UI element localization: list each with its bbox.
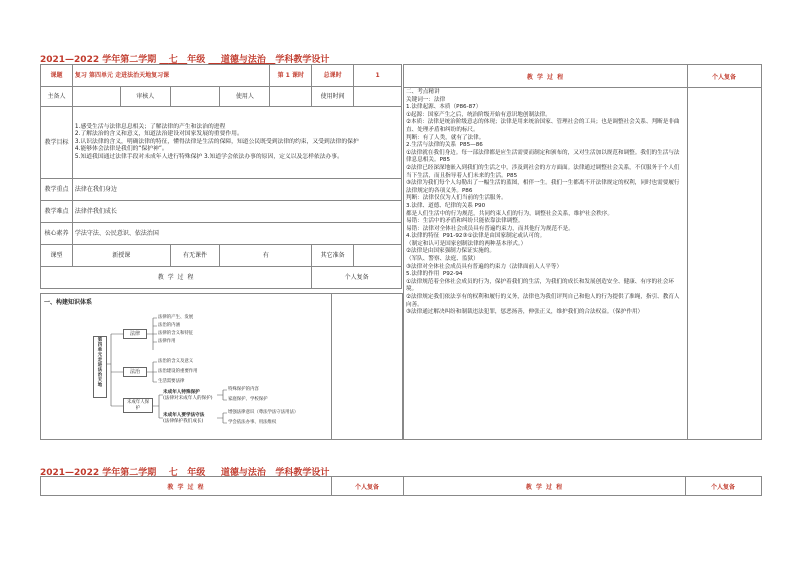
map-leaf: 家庭保护、学校保护 xyxy=(228,397,268,402)
courseware-value: 有 xyxy=(220,245,312,267)
header-subject: 道德与法治 xyxy=(220,55,266,65)
map-leaf: 增强法律意识（尊法学法守法用法） xyxy=(228,410,299,415)
exam-points-text: 二、考点精讲 关键词一：法律 1.法律起源、本质（P86-87） ①起源：国家产生之后，统治阶级开始有意识地创制法律。 ②本质：法律是统治阶级意志的体现；法律是用来统治国家、管理社会的工具；也是调整社会关系、判断是非曲直、处理矛盾和纠纷的标尺。 判断：有了人类，就有了法律。 2.生活与法律的关系 P85—86 ①法律就在我们身边。每一部法律都是应生活需要而制定和颁布的，又对生活加以规范和调整。我们的生活与法律息息相关。P85 ②法律已经深深地嵌入到我们的生活之中，涉及到社会的方方面面。法律通过调整社会关系，不仅服务于个人们当下生活，而且指导着人们未来的生活。P85 ③法律为我们每个人勾勒出了一幅生活的蓝图，相伴一生。我们一生都离不开法律规定的权利，同时也需要履行法律规定的各项义务。P86 判断：法律仅仅为人们当前的生活服务。 3.法律、道德、纪律的关系 P90 都是人们生活中的行为规范，共同约束人们的行为，调整社会关系，维护社会秩序。 易错：生活中的矛盾和纠纷只能依靠法律调整。 易错：法律对全体社会成员具有普遍约束力，而其他行为规范不是。 4.法律的特征 P91-92③①法律是由国家制定或认可的。 （制定和认可是国家创制法律的两种基本形式。） ②法律是由国家强制力保证实施的。 （军队、警察、法庭、监狱） ③法律对全体社会成员具有普遍的约束力（法律面前人人平等） 5.法律的作用 P92-94 ①法律规范着全体社会成员的行为，保护着我们的生活，为我们的成长和发展创造安全、健康、有序的社会环境。 ②法律规定我们依法享有的权利和履行的义务，法律也为我们评判自己和他人的行为提供了准绳，指引、教育人向善。 ③法律通过解决纠纷和制裁违法犯罪，惩恶扬善，伸张正义，维护我们的合法权益。（保护作用） xyxy=(406,89,680,316)
reviewer-label: 审核人 xyxy=(120,87,170,107)
core-value: 学法守法、公民意识、依法治国 xyxy=(72,223,401,245)
topic-label: 课题 xyxy=(41,65,73,87)
other-label: 其它准备 xyxy=(312,245,354,267)
goals-label: 教学目标 xyxy=(41,107,73,179)
topic-value: 复习 第四单元 走进法治天地复习课 xyxy=(72,65,269,87)
map-branch-special-protection: 未成年人特殊保护 (法律对未成年人的保护) xyxy=(163,390,213,401)
map-leaf: 法律作用 xyxy=(158,339,176,344)
period-value: 第 1 课时 xyxy=(270,65,312,87)
map-leaf: 学会依法办事、用法维权 xyxy=(228,420,277,425)
reviewer-value xyxy=(170,87,220,107)
user-label: 使用人 xyxy=(220,87,270,107)
panel-divider xyxy=(331,294,332,439)
host-value xyxy=(72,87,120,107)
map-leaf: 法律的产生、发展 xyxy=(158,315,194,320)
header-grade-label: 年级 xyxy=(187,55,206,65)
right-process-personal: 个人复备 xyxy=(711,74,736,81)
total-value: 1 xyxy=(354,65,402,87)
knowledge-title: 一、构建知识体系 xyxy=(44,299,93,306)
map-center-node: 第四单元走进法治天地 xyxy=(93,336,107,398)
page2-left-personal: 个人复备 xyxy=(354,484,379,491)
goals-value: 1.感受生活与法律息息相关；了解法律的产生和法治的进程 2.了解法治的含义和意义，知道法治建设对国家发展的重要作用。 3.认识法律的含义，明确法律的特征，懂得法律是生活的保障，知道公民既受到法律的约束，又受到法律的保护 4.能够体会法律是我们的“保护神”。 5.知道我国通过法律手段对未成年人进行特殊保护 3.知道学会依法办事的原因，定义以及怎样依法办事。 xyxy=(72,107,401,179)
user-value xyxy=(270,87,312,107)
left-process-personal: 个人复备 xyxy=(312,267,402,289)
type-label: 课型 xyxy=(41,245,73,267)
map-node-minor-protection: 未成年人保护 xyxy=(123,398,153,413)
core-label: 核心素养 xyxy=(41,223,73,245)
left-process-title: 教 学 过 程 xyxy=(41,267,312,289)
map-branch-learn-law: 未成年人要学法守法 (法律保护我们成长) xyxy=(163,413,205,424)
page2-table-header xyxy=(40,476,762,496)
map-leaf: 法治的内涵 xyxy=(158,323,180,328)
knowledge-panel xyxy=(40,293,403,440)
difficulty-label: 教学难点 xyxy=(41,201,73,223)
page2-left-title: 教 学 过 程 xyxy=(167,484,205,491)
host-label: 主备人 xyxy=(41,87,73,107)
page2-right-personal: 个人复备 xyxy=(710,484,735,491)
map-leaf: 法治的含义及意义 xyxy=(158,359,194,364)
other-value xyxy=(354,245,402,267)
date-label: 使用时间 xyxy=(312,87,354,107)
map-leaf: 法治建设的重要作用 xyxy=(158,369,198,374)
header-grade: 七 xyxy=(168,55,178,65)
difficulty-value: 法律伴我们成长 xyxy=(72,201,401,223)
right-header-line xyxy=(404,87,761,88)
map-node-law: 法律 xyxy=(123,329,147,339)
lesson-info-table xyxy=(40,64,402,289)
map-node-rule-of-law: 法治 xyxy=(123,367,147,377)
page2-right-title: 教 学 过 程 xyxy=(525,484,564,491)
map-leaf: 法律的含义和特征 xyxy=(158,331,194,336)
map-leaf: 生活需要法律 xyxy=(158,379,185,384)
right-column-divider xyxy=(687,65,688,439)
courseware-label: 有无课件 xyxy=(170,245,220,267)
key-value: 法律在我们身边 xyxy=(72,179,401,201)
key-label: 教学重点 xyxy=(41,179,73,201)
page2-header: 2021—2022 学年第二学期 七 年级 道德与法治 学科教学设计 xyxy=(40,468,330,478)
header-year: 2021—2022 学年第二学期 xyxy=(40,55,157,65)
right-process-title: 教 学 过 程 xyxy=(526,74,565,81)
right-panel xyxy=(403,64,762,440)
total-label: 总课时 xyxy=(312,65,354,87)
map-leaf: 特殊保护的内容 xyxy=(228,387,259,392)
type-value: 新授课 xyxy=(72,245,170,267)
header-suffix: 学科教学设计 xyxy=(275,55,330,65)
date-value xyxy=(354,87,402,107)
